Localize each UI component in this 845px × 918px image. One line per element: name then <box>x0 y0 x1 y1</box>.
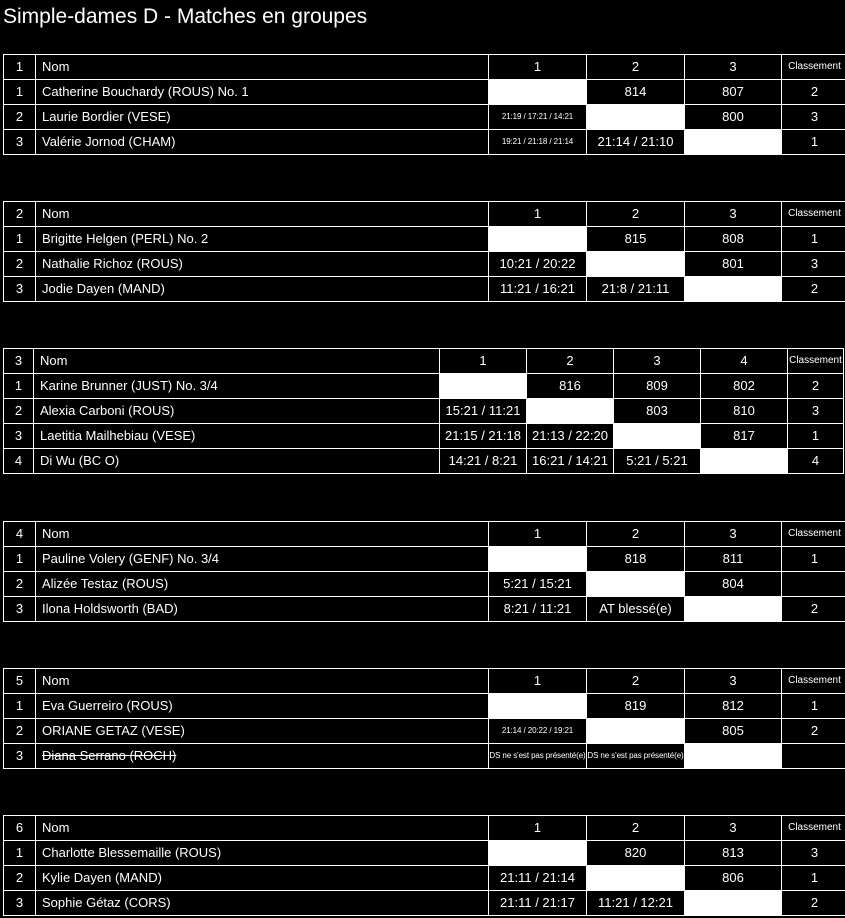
ranking-cell: 2 <box>782 80 845 105</box>
row-number: 1 <box>4 547 36 572</box>
match-cell: 808 <box>685 227 782 252</box>
ranking-cell: 3 <box>782 841 845 866</box>
self-match-cell <box>685 744 782 769</box>
table-row <box>4 719 845 744</box>
ranking-cell <box>782 572 845 597</box>
classement-header: Classement <box>782 669 845 694</box>
row-number: 3 <box>4 597 36 622</box>
opponent-header: 3 <box>685 55 782 80</box>
self-match-cell <box>440 374 527 399</box>
table-row <box>4 424 844 449</box>
player-name: Laurie Bordier (VESE) <box>36 105 489 130</box>
match-cell: DS ne s'est pas présenté(e) <box>587 744 685 769</box>
row-number: 2 <box>4 719 36 744</box>
player-name: ORIANE GETAZ (VESE) <box>36 719 489 744</box>
match-cell: 817 <box>701 424 788 449</box>
match-cell: 11:21 / 12:21 <box>587 891 685 916</box>
group-number: 6 <box>4 816 36 841</box>
match-cell: 16:21 / 14:21 <box>527 449 614 474</box>
table-row <box>4 744 845 769</box>
ranking-cell: 1 <box>788 424 844 449</box>
table-row <box>4 694 845 719</box>
match-cell: 811 <box>685 547 782 572</box>
player-name: Catherine Bouchardy (ROUS) No. 1 <box>36 80 489 105</box>
group-header-row <box>4 816 845 841</box>
match-cell: 19:21 / 21:18 / 21:14 <box>489 130 587 155</box>
table-row <box>4 80 845 105</box>
row-number: 1 <box>4 694 36 719</box>
opponent-header: 2 <box>587 522 685 547</box>
player-name: Ilona Holdsworth (BAD) <box>36 597 489 622</box>
player-name: Laetitia Mailhebiau (VESE) <box>34 424 440 449</box>
match-cell: 800 <box>685 105 782 130</box>
table-row <box>4 130 845 155</box>
match-cell: 820 <box>587 841 685 866</box>
match-cell: 816 <box>527 374 614 399</box>
self-match-cell <box>614 424 701 449</box>
row-number: 2 <box>4 252 36 277</box>
row-number: 2 <box>4 399 34 424</box>
group-header-row <box>4 202 845 227</box>
ranking-cell: 2 <box>788 374 844 399</box>
match-cell: 809 <box>614 374 701 399</box>
ranking-cell: 1 <box>782 227 845 252</box>
player-name: Nathalie Richoz (ROUS) <box>36 252 489 277</box>
ranking-cell: 3 <box>782 105 845 130</box>
ranking-cell: 2 <box>782 277 845 302</box>
match-cell: AT blessé(e) <box>587 597 685 622</box>
classement-header: Classement <box>782 816 845 841</box>
name-header: Nom <box>36 55 489 80</box>
ranking-cell: 1 <box>782 694 845 719</box>
match-cell: 21:19 / 17:21 / 14:21 <box>489 105 587 130</box>
self-match-cell <box>685 891 782 916</box>
self-match-cell <box>685 597 782 622</box>
match-cell: 815 <box>587 227 685 252</box>
self-match-cell <box>587 719 685 744</box>
match-cell: 21:14 / 20:22 / 19:21 <box>489 719 587 744</box>
self-match-cell <box>587 105 685 130</box>
match-cell: 806 <box>685 866 782 891</box>
group-number: 4 <box>4 522 36 547</box>
group-table <box>3 54 845 155</box>
player-name: Valérie Jornod (CHAM) <box>36 130 489 155</box>
table-row <box>4 227 845 252</box>
self-match-cell <box>489 80 587 105</box>
row-number: 2 <box>4 105 36 130</box>
classement-header: Classement <box>782 55 845 80</box>
table-row <box>4 277 845 302</box>
opponent-header: 2 <box>527 349 614 374</box>
opponent-header: 3 <box>685 816 782 841</box>
row-number: 3 <box>4 277 36 302</box>
opponent-header: 1 <box>489 669 587 694</box>
table-row <box>4 866 845 891</box>
match-cell: 14:21 / 8:21 <box>440 449 527 474</box>
group-number: 2 <box>4 202 36 227</box>
match-cell: 10:21 / 20:22 <box>489 252 587 277</box>
opponent-header: 2 <box>587 816 685 841</box>
ranking-cell: 2 <box>782 597 845 622</box>
self-match-cell <box>527 399 614 424</box>
name-header: Nom <box>34 349 440 374</box>
opponent-header: 1 <box>489 202 587 227</box>
match-cell: 813 <box>685 841 782 866</box>
name-header: Nom <box>36 202 489 227</box>
group-table <box>3 815 845 916</box>
opponent-header: 2 <box>587 669 685 694</box>
self-match-cell <box>587 252 685 277</box>
table-row <box>4 841 845 866</box>
match-cell: 21:8 / 21:11 <box>587 277 685 302</box>
match-cell: 814 <box>587 80 685 105</box>
row-number: 1 <box>4 841 36 866</box>
self-match-cell <box>489 227 587 252</box>
ranking-cell: 3 <box>782 252 845 277</box>
match-cell: 802 <box>701 374 788 399</box>
match-cell: DS ne s'est pas présenté(e) <box>489 744 587 769</box>
row-number: 2 <box>4 866 36 891</box>
group-number: 1 <box>4 55 36 80</box>
match-cell: 15:21 / 11:21 <box>440 399 527 424</box>
player-name: Karine Brunner (JUST) No. 3/4 <box>34 374 440 399</box>
match-cell: 21:15 / 21:18 <box>440 424 527 449</box>
self-match-cell <box>587 572 685 597</box>
match-cell: 21:14 / 21:10 <box>587 130 685 155</box>
opponent-header: 1 <box>489 816 587 841</box>
group-header-row <box>4 349 844 374</box>
match-cell: 8:21 / 11:21 <box>489 597 587 622</box>
opponent-header: 3 <box>614 349 701 374</box>
group-table <box>3 201 845 302</box>
ranking-cell: 2 <box>782 891 845 916</box>
row-number: 3 <box>4 130 36 155</box>
group-table <box>3 348 844 474</box>
match-cell: 819 <box>587 694 685 719</box>
opponent-header: 2 <box>587 55 685 80</box>
page-title: Simple-dames D - Matches en groupes <box>3 5 368 28</box>
ranking-cell: 3 <box>788 399 844 424</box>
group-number: 5 <box>4 669 36 694</box>
table-row <box>4 597 845 622</box>
name-header: Nom <box>36 669 489 694</box>
match-cell: 11:21 / 16:21 <box>489 277 587 302</box>
match-cell: 21:13 / 22:20 <box>527 424 614 449</box>
ranking-cell: 1 <box>782 130 845 155</box>
table-row <box>4 547 845 572</box>
match-cell: 818 <box>587 547 685 572</box>
player-name: Pauline Volery (GENF) No. 3/4 <box>36 547 489 572</box>
player-name: Alexia Carboni (ROUS) <box>34 399 440 424</box>
ranking-cell <box>782 744 845 769</box>
self-match-cell <box>489 547 587 572</box>
match-cell: 804 <box>685 572 782 597</box>
player-name: Eva Guerreiro (ROUS) <box>36 694 489 719</box>
group-header-row <box>4 55 845 80</box>
match-cell: 807 <box>685 80 782 105</box>
row-number: 3 <box>4 424 34 449</box>
self-match-cell <box>701 449 788 474</box>
table-row <box>4 374 844 399</box>
opponent-header: 1 <box>489 55 587 80</box>
table-row <box>4 399 844 424</box>
self-match-cell <box>587 866 685 891</box>
match-cell: 5:21 / 5:21 <box>614 449 701 474</box>
opponent-header: 2 <box>587 202 685 227</box>
match-cell: 21:11 / 21:17 <box>489 891 587 916</box>
classement-header: Classement <box>788 349 844 374</box>
match-cell: 5:21 / 15:21 <box>489 572 587 597</box>
match-cell: 21:11 / 21:14 <box>489 866 587 891</box>
player-name: Jodie Dayen (MAND) <box>36 277 489 302</box>
self-match-cell <box>489 841 587 866</box>
row-number: 1 <box>4 80 36 105</box>
group-number: 3 <box>4 349 34 374</box>
row-number: 2 <box>4 572 36 597</box>
ranking-cell: 1 <box>782 547 845 572</box>
self-match-cell <box>685 130 782 155</box>
group-table <box>3 668 845 769</box>
match-cell: 803 <box>614 399 701 424</box>
match-cell: 801 <box>685 252 782 277</box>
row-number: 3 <box>4 744 36 769</box>
name-header: Nom <box>36 522 489 547</box>
ranking-cell: 4 <box>788 449 844 474</box>
opponent-header: 1 <box>440 349 527 374</box>
match-cell: 812 <box>685 694 782 719</box>
group-table <box>3 521 845 622</box>
opponent-header: 3 <box>685 522 782 547</box>
ranking-cell: 1 <box>782 866 845 891</box>
table-row <box>4 449 844 474</box>
name-header: Nom <box>36 816 489 841</box>
self-match-cell <box>489 694 587 719</box>
table-row <box>4 105 845 130</box>
player-name: Alizée Testaz (ROUS) <box>36 572 489 597</box>
row-number: 4 <box>4 449 34 474</box>
player-name: Diana Serrano (ROCH) <box>36 744 489 769</box>
player-name: Sophie Gétaz (CORS) <box>36 891 489 916</box>
player-name: Brigitte Helgen (PERL) No. 2 <box>36 227 489 252</box>
group-header-row <box>4 522 845 547</box>
match-cell: 810 <box>701 399 788 424</box>
opponent-header: 3 <box>685 202 782 227</box>
opponent-header: 1 <box>489 522 587 547</box>
player-name: Kylie Dayen (MAND) <box>36 866 489 891</box>
table-row <box>4 252 845 277</box>
group-header-row <box>4 669 845 694</box>
table-row <box>4 891 845 916</box>
ranking-cell: 2 <box>782 719 845 744</box>
classement-header: Classement <box>782 202 845 227</box>
row-number: 1 <box>4 374 34 399</box>
self-match-cell <box>685 277 782 302</box>
match-cell: 805 <box>685 719 782 744</box>
row-number: 3 <box>4 891 36 916</box>
opponent-header: 4 <box>701 349 788 374</box>
classement-header: Classement <box>782 522 845 547</box>
table-row <box>4 572 845 597</box>
row-number: 1 <box>4 227 36 252</box>
player-name: Di Wu (BC O) <box>34 449 440 474</box>
opponent-header: 3 <box>685 669 782 694</box>
player-name: Charlotte Blessemaille (ROUS) <box>36 841 489 866</box>
